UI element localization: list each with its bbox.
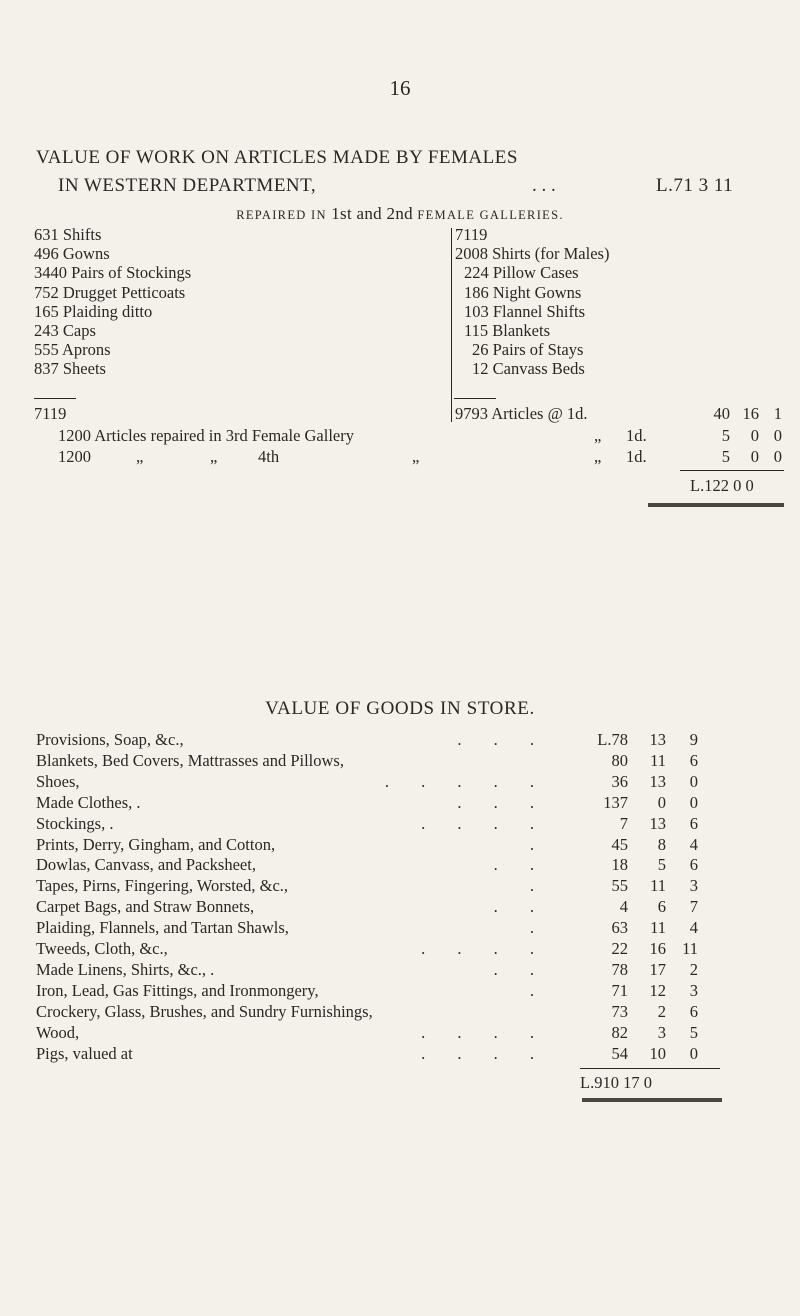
- store-row-shillings: 8: [657, 834, 666, 854]
- store-row-pounds: 54: [611, 1043, 628, 1063]
- store-row-label: Iron, Lead, Gas Fittings, and Ironmongery,: [36, 980, 319, 1000]
- store-row-shillings: 12: [649, 980, 666, 1000]
- page-number: 16: [389, 76, 411, 100]
- store-row-pounds: 22: [611, 939, 628, 958]
- left-total: 7119: [34, 404, 67, 423]
- store-row-label: Made Clothes, .: [36, 792, 141, 812]
- store-row-pounds: 4: [619, 897, 628, 917]
- store-row-pounds: 55: [611, 876, 628, 896]
- store-row-pounds: 36: [611, 771, 628, 791]
- work-title-dots: . . .: [532, 175, 556, 196]
- store-row-pounds: 18: [611, 855, 628, 875]
- store-row-shillings: 11: [650, 750, 666, 770]
- list-item: 752 Drugget Petticoats: [34, 282, 186, 302]
- store-row-dots: . . . . .: [384, 771, 548, 791]
- repaired-count-2: 1200: [58, 447, 91, 466]
- store-row-label: Wood,: [36, 1022, 80, 1042]
- store-row-shillings: 2: [657, 1001, 666, 1021]
- store-row-label: Stockings, .: [36, 813, 114, 833]
- ditto-mark: „: [210, 447, 218, 466]
- list-item: 165 Plaiding ditto: [34, 301, 153, 321]
- store-row-pounds: 71: [611, 980, 628, 1000]
- store-sum-rule: [580, 1068, 720, 1069]
- store-row-shillings: 11: [650, 918, 666, 938]
- list-item: 12 Canvass Beds: [472, 359, 585, 379]
- ditto-mark: „: [412, 447, 420, 466]
- store-row-shillings: 5: [657, 855, 666, 875]
- right-sum-rule: [454, 398, 496, 399]
- store-total: L.910 17 0: [580, 1073, 652, 1092]
- store-row-shillings: 13: [649, 813, 666, 833]
- store-row-dots: . . .: [457, 730, 548, 749]
- articles-shillings: 16: [742, 404, 759, 423]
- grand-sum-rule: [680, 470, 784, 471]
- store-row-pounds: 7: [619, 813, 628, 833]
- store-row-pence: 6: [689, 855, 698, 875]
- store-row-shillings: 13: [649, 771, 666, 791]
- list-item: 837 Sheets: [34, 359, 106, 379]
- ditto-mark: „: [594, 426, 602, 445]
- store-row-dots: .: [529, 834, 548, 854]
- store-row-dots: . . . .: [421, 813, 548, 833]
- list-item: 186 Night Gowns: [464, 282, 582, 302]
- store-row-label: Dowlas, Canvass, and Packsheet,: [36, 855, 256, 875]
- store-row-label: Tapes, Pirns, Fingering, Worsted, &c.,: [36, 876, 289, 896]
- store-row-shillings: 10: [649, 1043, 666, 1063]
- store-row-pence: 11: [682, 939, 698, 958]
- store-row-label: Shoes,: [36, 771, 80, 791]
- store-row-label: Provisions, Soap, &c.,: [36, 730, 184, 749]
- store-row-pounds: 73: [611, 1001, 628, 1021]
- store-row-pence: 6: [689, 1001, 698, 1021]
- store-row-dots: . .: [493, 897, 548, 917]
- store-row-pounds: 82: [611, 1022, 628, 1042]
- store-row-shillings: 16: [649, 939, 666, 958]
- list-item: 26 Pairs of Stays: [472, 340, 584, 360]
- store-row-pence: 5: [689, 1022, 698, 1042]
- repaired-pounds-2: 5: [721, 447, 730, 466]
- closing-rule: [648, 503, 784, 507]
- store-row-pence: 6: [689, 813, 698, 833]
- list-item: 496 Gowns: [34, 244, 110, 264]
- work-title-line2: IN WESTERN DEPARTMENT,: [58, 175, 317, 196]
- store-row-dots: .: [529, 876, 548, 896]
- list-item: 7119: [455, 225, 488, 244]
- list-item: 2008 Shirts (for Males): [455, 244, 610, 264]
- store-row-label: Prints, Derry, Gingham, and Cotton,: [36, 834, 276, 854]
- left-item-list: [34, 225, 191, 379]
- articles-pence: 1: [773, 404, 782, 423]
- work-grand-total: L.122 0 0: [690, 476, 754, 495]
- store-row-pence: 4: [689, 834, 698, 854]
- store-row-pounds: 80: [611, 750, 628, 770]
- store-row-shillings: 6: [657, 897, 666, 917]
- store-row-label: Made Linens, Shirts, &c., .: [36, 959, 215, 979]
- store-row-pence: 7: [689, 897, 698, 917]
- work-title-line1: VALUE OF WORK ON ARTICLES MADE BY FEMALES: [36, 147, 518, 168]
- repaired-row-1: [58, 426, 354, 446]
- list-item: 103 Flannel Shifts: [464, 301, 586, 321]
- store-row-dots: . .: [493, 959, 548, 979]
- store-row-label: Plaiding, Flannels, and Tartan Shawls,: [36, 918, 289, 938]
- store-row-dots: . . .: [457, 792, 548, 812]
- list-item: 224 Pillow Cases: [464, 263, 579, 283]
- store-row-dots: . . . .: [421, 1043, 548, 1063]
- subtitle-part3: FEMALE GALLERIES.: [417, 208, 564, 222]
- store-row-pence: 4: [689, 918, 698, 938]
- right-item-list: [455, 225, 609, 379]
- store-row-pence: 0: [689, 792, 698, 812]
- store-closing-rule: [582, 1098, 722, 1102]
- repaired-pounds: 5: [721, 426, 730, 445]
- repaired-shillings: 0: [750, 426, 759, 445]
- list-item: 115 Blankets: [464, 320, 551, 340]
- store-row-label: Carpet Bags, and Straw Bonnets,: [36, 897, 255, 917]
- store-row-dots: . . . .: [421, 939, 548, 958]
- work-subtitle: [0, 204, 800, 224]
- store-row-dots: . .: [493, 855, 548, 875]
- store-row-pounds: 63: [611, 918, 628, 938]
- store-row-pounds: L.78: [597, 730, 628, 749]
- list-item: 243 Caps: [34, 320, 96, 340]
- store-row-pounds: 137: [603, 792, 628, 812]
- store-row-shillings: 3: [657, 1022, 666, 1042]
- store-row-pounds: 78: [611, 959, 628, 979]
- subtitle-part2: 1st and 2nd: [331, 204, 413, 223]
- store-row-pence: 9: [689, 730, 698, 749]
- list-item: 555 Aprons: [34, 340, 111, 360]
- repaired-text: Articles repaired in 3rd Female Gallery: [94, 426, 354, 445]
- repaired-count: 1200: [58, 426, 91, 445]
- store-row-shillings: 0: [657, 792, 666, 812]
- store-row-label: Blankets, Bed Covers, Mattrasses and Pillows,: [36, 750, 344, 770]
- list-item: 3440 Pairs of Stockings: [34, 263, 192, 283]
- store-row-pence: 3: [689, 876, 698, 896]
- store-row-pence: 0: [689, 771, 698, 791]
- repaired-gallery-2: 4th: [258, 447, 280, 466]
- store-row-pence: 0: [689, 1043, 698, 1063]
- store-row-pounds: 45: [611, 834, 628, 854]
- store-row-dots: . . . .: [421, 1022, 548, 1042]
- store-title: VALUE OF GOODS IN STORE.: [265, 698, 535, 719]
- left-sum-rule: [34, 398, 76, 399]
- articles-line: 9793 Articles @ 1d.: [455, 404, 588, 423]
- repaired-shillings-2: 0: [750, 447, 759, 466]
- store-row-label: Pigs, valued at: [36, 1043, 133, 1063]
- repaired-rate: 1d.: [626, 426, 647, 445]
- store-row-dots: .: [529, 918, 548, 938]
- repaired-rate-2: 1d.: [626, 447, 647, 466]
- store-row-pence: 2: [689, 959, 698, 979]
- store-row-label: Crockery, Glass, Brushes, and Sundry Furnishings,: [36, 1001, 373, 1021]
- store-row-shillings: 17: [649, 959, 666, 979]
- column-divider: [451, 228, 452, 422]
- subtitle-part1: REPAIRED IN: [236, 208, 327, 222]
- store-row-pence: 6: [689, 750, 698, 770]
- ditto-mark: „: [136, 447, 144, 466]
- store-row-shillings: 13: [649, 730, 666, 749]
- list-item: 631 Shifts: [34, 225, 102, 244]
- repaired-pence-2: 0: [773, 447, 782, 466]
- store-row-pence: 3: [689, 980, 698, 1000]
- articles-pounds: 40: [713, 404, 730, 423]
- store-row-shillings: 11: [650, 876, 666, 896]
- work-title-total: L.71 3 11: [656, 175, 734, 196]
- ditto-mark: „: [594, 447, 602, 466]
- repaired-pence: 0: [773, 426, 782, 445]
- store-row-label: Tweeds, Cloth, &c.,: [36, 939, 168, 958]
- store-row-dots: .: [529, 980, 548, 1000]
